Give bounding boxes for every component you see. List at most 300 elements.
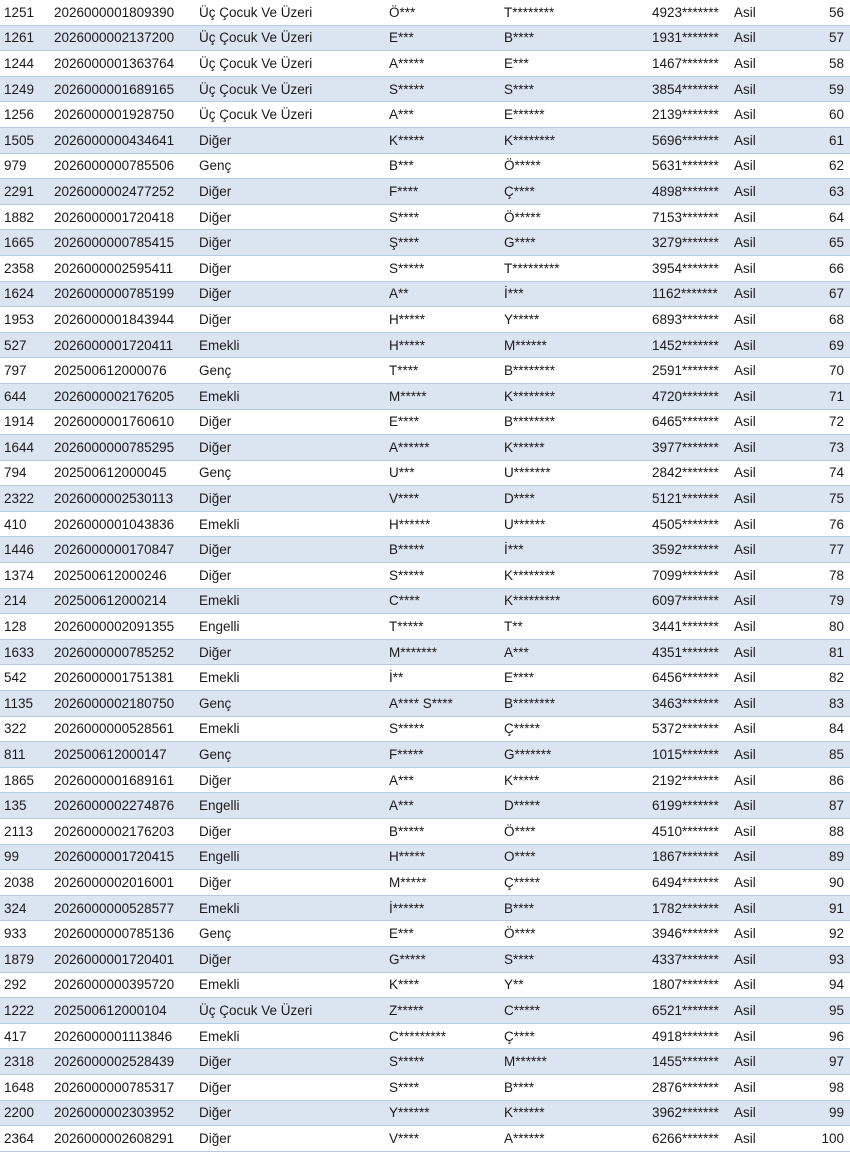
rank-cell: 72 — [790, 409, 850, 435]
status-cell: Asil — [730, 409, 790, 435]
application-number-cell: 2026000000785317 — [50, 1074, 195, 1100]
masked-id-number-cell: 3854******* — [648, 76, 730, 102]
masked-surname-cell: S**** — [500, 946, 648, 972]
status-cell: Asil — [730, 76, 790, 102]
masked-id-number-cell: 6893******* — [648, 307, 730, 333]
masked-id-number-cell: 4505******* — [648, 511, 730, 537]
masked-name-cell: Z***** — [385, 998, 500, 1024]
table-row — [0, 870, 850, 896]
applicant-id-cell: 1882 — [0, 204, 50, 230]
category-cell: Diğer — [195, 307, 385, 333]
rank-cell: 90 — [790, 870, 850, 896]
masked-name-cell: A**** S**** — [385, 691, 500, 717]
application-number-cell: 2026000000528577 — [50, 895, 195, 921]
masked-id-number-cell: 5372******* — [648, 716, 730, 742]
application-number-cell: 202500612000214 — [50, 588, 195, 614]
masked-surname-cell: A*** — [500, 639, 648, 665]
category-cell: Diğer — [195, 486, 385, 512]
rank-cell: 88 — [790, 819, 850, 845]
application-number-cell: 2026000002274876 — [50, 793, 195, 819]
application-number-cell: 202500612000045 — [50, 460, 195, 486]
masked-name-cell: V**** — [385, 1126, 500, 1152]
masked-id-number-cell: 2591******* — [648, 358, 730, 384]
category-cell: Diğer — [195, 767, 385, 793]
masked-id-number-cell: 4337******* — [648, 946, 730, 972]
applicant-id-cell: 1222 — [0, 998, 50, 1024]
table-row — [0, 742, 850, 768]
category-cell: Emekli — [195, 383, 385, 409]
status-cell: Asil — [730, 1049, 790, 1075]
masked-name-cell: H***** — [385, 307, 500, 333]
application-number-cell: 2026000002303952 — [50, 1100, 195, 1126]
masked-name-cell: S***** — [385, 563, 500, 589]
masked-id-number-cell: 4918******* — [648, 1023, 730, 1049]
category-cell: Üç Çocuk Ve Üzeri — [195, 102, 385, 128]
rank-cell: 59 — [790, 76, 850, 102]
masked-surname-cell: U******* — [500, 460, 648, 486]
applicant-id-cell: 2322 — [0, 486, 50, 512]
application-number-cell: 2026000002016001 — [50, 870, 195, 896]
status-cell: Asil — [730, 1126, 790, 1152]
applicant-id-cell: 1505 — [0, 127, 50, 153]
masked-surname-cell: Ç***** — [500, 716, 648, 742]
table-row — [0, 1100, 850, 1126]
masked-surname-cell: D**** — [500, 486, 648, 512]
table-row — [0, 1074, 850, 1100]
category-cell: Genç — [195, 358, 385, 384]
masked-id-number-cell: 6266******* — [648, 1126, 730, 1152]
applicant-id-cell: 1624 — [0, 281, 50, 307]
masked-id-number-cell: 1467******* — [648, 51, 730, 77]
rank-cell: 85 — [790, 742, 850, 768]
table-row — [0, 614, 850, 640]
category-cell: Engelli — [195, 844, 385, 870]
table-row — [0, 460, 850, 486]
masked-name-cell: K**** — [385, 972, 500, 998]
rank-cell: 93 — [790, 946, 850, 972]
rank-cell: 92 — [790, 921, 850, 947]
masked-id-number-cell: 6456******* — [648, 665, 730, 691]
application-number-cell: 2026000002180750 — [50, 691, 195, 717]
rank-cell: 100 — [790, 1126, 850, 1152]
applicant-id-cell: 933 — [0, 921, 50, 947]
rank-cell: 99 — [790, 1100, 850, 1126]
status-cell: Asil — [730, 767, 790, 793]
rank-cell: 98 — [790, 1074, 850, 1100]
masked-id-number-cell: 5121******* — [648, 486, 730, 512]
masked-surname-cell: E**** — [500, 665, 648, 691]
applicant-id-cell: 1665 — [0, 230, 50, 256]
applicant-id-cell: 324 — [0, 895, 50, 921]
applicant-id-cell: 1261 — [0, 25, 50, 51]
masked-name-cell: C********* — [385, 1023, 500, 1049]
masked-id-number-cell: 4923******* — [648, 0, 730, 25]
masked-name-cell: G***** — [385, 946, 500, 972]
category-cell: Emekli — [195, 511, 385, 537]
masked-name-cell: S***** — [385, 716, 500, 742]
category-cell: Diğer — [195, 819, 385, 845]
table-row — [0, 998, 850, 1024]
masked-name-cell: K***** — [385, 127, 500, 153]
applicant-id-cell: 797 — [0, 358, 50, 384]
masked-surname-cell: D***** — [500, 793, 648, 819]
status-cell: Asil — [730, 307, 790, 333]
masked-id-number-cell: 1455******* — [648, 1049, 730, 1075]
applicant-id-cell: 214 — [0, 588, 50, 614]
application-number-cell: 2026000000785136 — [50, 921, 195, 947]
masked-id-number-cell: 2842******* — [648, 460, 730, 486]
applicant-id-cell: 1633 — [0, 639, 50, 665]
masked-surname-cell: K***** — [500, 767, 648, 793]
rank-cell: 71 — [790, 383, 850, 409]
masked-id-number-cell: 1162******* — [648, 281, 730, 307]
table-row — [0, 921, 850, 947]
category-cell: Diğer — [195, 1049, 385, 1075]
application-number-cell: 2026000002608291 — [50, 1126, 195, 1152]
status-cell: Asil — [730, 102, 790, 128]
rank-cell: 65 — [790, 230, 850, 256]
applicant-id-cell: 322 — [0, 716, 50, 742]
rank-cell: 64 — [790, 204, 850, 230]
applicant-id-cell: 527 — [0, 332, 50, 358]
applicant-id-cell: 99 — [0, 844, 50, 870]
table-row — [0, 383, 850, 409]
application-number-cell: 2026000000170847 — [50, 537, 195, 563]
application-number-cell: 2026000002530113 — [50, 486, 195, 512]
masked-id-number-cell: 3954******* — [648, 255, 730, 281]
masked-surname-cell: O**** — [500, 844, 648, 870]
applicant-id-cell: 811 — [0, 742, 50, 768]
masked-surname-cell: C***** — [500, 998, 648, 1024]
application-number-cell: 202500612000246 — [50, 563, 195, 589]
application-number-cell: 2026000000395720 — [50, 972, 195, 998]
category-cell: Emekli — [195, 716, 385, 742]
rank-cell: 77 — [790, 537, 850, 563]
table-row — [0, 102, 850, 128]
masked-name-cell: S**** — [385, 204, 500, 230]
category-cell: Üç Çocuk Ve Üzeri — [195, 51, 385, 77]
status-cell: Asil — [730, 691, 790, 717]
rank-cell: 66 — [790, 255, 850, 281]
rank-cell: 78 — [790, 563, 850, 589]
table-row — [0, 639, 850, 665]
status-cell: Asil — [730, 383, 790, 409]
masked-id-number-cell: 6199******* — [648, 793, 730, 819]
masked-name-cell: E*** — [385, 25, 500, 51]
table-row — [0, 793, 850, 819]
application-number-cell: 2026000000785415 — [50, 230, 195, 256]
category-cell: Genç — [195, 460, 385, 486]
masked-id-number-cell: 6521******* — [648, 998, 730, 1024]
application-number-cell: 202500612000076 — [50, 358, 195, 384]
masked-surname-cell: T** — [500, 614, 648, 640]
masked-id-number-cell: 5696******* — [648, 127, 730, 153]
masked-id-number-cell: 4351******* — [648, 639, 730, 665]
application-number-cell: 2026000002528439 — [50, 1049, 195, 1075]
status-cell: Asil — [730, 639, 790, 665]
table-row — [0, 511, 850, 537]
rank-cell: 60 — [790, 102, 850, 128]
category-cell: Diğer — [195, 563, 385, 589]
masked-id-number-cell: 3279******* — [648, 230, 730, 256]
status-cell: Asil — [730, 844, 790, 870]
table-row — [0, 844, 850, 870]
masked-id-number-cell: 6097******* — [648, 588, 730, 614]
table-row — [0, 255, 850, 281]
application-number-cell: 2026000002176203 — [50, 819, 195, 845]
rank-cell: 89 — [790, 844, 850, 870]
masked-id-number-cell: 6494******* — [648, 870, 730, 896]
application-number-cell: 2026000001689165 — [50, 76, 195, 102]
rank-cell: 57 — [790, 25, 850, 51]
application-number-cell: 2026000001113846 — [50, 1023, 195, 1049]
table-row — [0, 435, 850, 461]
rank-cell: 80 — [790, 614, 850, 640]
application-number-cell: 2026000001928750 — [50, 102, 195, 128]
category-cell: Emekli — [195, 1023, 385, 1049]
category-cell: Emekli — [195, 895, 385, 921]
masked-name-cell: Ş**** — [385, 230, 500, 256]
status-cell: Asil — [730, 25, 790, 51]
masked-id-number-cell: 4510******* — [648, 819, 730, 845]
applicant-id-cell: 2113 — [0, 819, 50, 845]
applicant-id-cell: 1249 — [0, 76, 50, 102]
applicant-id-cell: 2364 — [0, 1126, 50, 1152]
applicant-id-cell: 2038 — [0, 870, 50, 896]
category-cell: Diğer — [195, 179, 385, 205]
masked-name-cell: A****** — [385, 435, 500, 461]
table-row — [0, 946, 850, 972]
application-number-cell: 2026000001720411 — [50, 332, 195, 358]
status-cell: Asil — [730, 179, 790, 205]
category-cell: Emekli — [195, 665, 385, 691]
masked-surname-cell: G**** — [500, 230, 648, 256]
masked-surname-cell: İ*** — [500, 537, 648, 563]
masked-surname-cell: T******** — [500, 0, 648, 25]
status-cell: Asil — [730, 870, 790, 896]
application-number-cell: 2026000000785295 — [50, 435, 195, 461]
applicant-id-cell: 410 — [0, 511, 50, 537]
masked-name-cell: İ** — [385, 665, 500, 691]
masked-id-number-cell: 1782******* — [648, 895, 730, 921]
masked-surname-cell: İ*** — [500, 281, 648, 307]
masked-surname-cell: M****** — [500, 1049, 648, 1075]
masked-id-number-cell: 2139******* — [648, 102, 730, 128]
masked-surname-cell: Ö***** — [500, 153, 648, 179]
masked-id-number-cell: 1807******* — [648, 972, 730, 998]
application-number-cell: 2026000000785506 — [50, 153, 195, 179]
category-cell: Emekli — [195, 588, 385, 614]
application-number-cell: 2026000001809390 — [50, 0, 195, 25]
category-cell: Genç — [195, 742, 385, 768]
table-row — [0, 665, 850, 691]
masked-name-cell: F**** — [385, 179, 500, 205]
masked-name-cell: H***** — [385, 332, 500, 358]
masked-id-number-cell: 6465******* — [648, 409, 730, 435]
masked-id-number-cell: 4898******* — [648, 179, 730, 205]
masked-name-cell: Ö*** — [385, 0, 500, 25]
category-cell: Diğer — [195, 1074, 385, 1100]
applicant-id-cell: 1865 — [0, 767, 50, 793]
category-cell: Engelli — [195, 614, 385, 640]
masked-surname-cell: M****** — [500, 332, 648, 358]
masked-name-cell: E**** — [385, 409, 500, 435]
masked-name-cell: B*** — [385, 153, 500, 179]
rank-cell: 69 — [790, 332, 850, 358]
category-cell: Diğer — [195, 435, 385, 461]
table-row — [0, 25, 850, 51]
applicant-id-cell: 1644 — [0, 435, 50, 461]
table-row — [0, 1126, 850, 1152]
applicant-id-cell: 292 — [0, 972, 50, 998]
rank-cell: 94 — [790, 972, 850, 998]
masked-id-number-cell: 4720******* — [648, 383, 730, 409]
masked-id-number-cell: 3441******* — [648, 614, 730, 640]
table-row — [0, 588, 850, 614]
status-cell: Asil — [730, 998, 790, 1024]
masked-name-cell: S**** — [385, 1074, 500, 1100]
category-cell: Diğer — [195, 204, 385, 230]
masked-name-cell: M***** — [385, 383, 500, 409]
status-cell: Asil — [730, 819, 790, 845]
category-cell: Diğer — [195, 1100, 385, 1126]
applicant-id-cell: 128 — [0, 614, 50, 640]
table-row — [0, 307, 850, 333]
masked-name-cell: İ****** — [385, 895, 500, 921]
category-cell: Diğer — [195, 537, 385, 563]
application-number-cell: 2026000001720418 — [50, 204, 195, 230]
table-row — [0, 691, 850, 717]
rank-cell: 81 — [790, 639, 850, 665]
rank-cell: 97 — [790, 1049, 850, 1075]
status-cell: Asil — [730, 946, 790, 972]
application-number-cell: 2026000002477252 — [50, 179, 195, 205]
rank-cell: 74 — [790, 460, 850, 486]
category-cell: Genç — [195, 921, 385, 947]
applicant-id-cell: 644 — [0, 383, 50, 409]
masked-id-number-cell: 5631******* — [648, 153, 730, 179]
status-cell: Asil — [730, 563, 790, 589]
status-cell: Asil — [730, 716, 790, 742]
masked-surname-cell: Y** — [500, 972, 648, 998]
masked-surname-cell: B******** — [500, 691, 648, 717]
table-row — [0, 204, 850, 230]
rank-cell: 75 — [790, 486, 850, 512]
status-cell: Asil — [730, 204, 790, 230]
status-cell: Asil — [730, 1100, 790, 1126]
application-number-cell: 2026000002176205 — [50, 383, 195, 409]
masked-name-cell: H****** — [385, 511, 500, 537]
application-number-cell: 2026000000785252 — [50, 639, 195, 665]
status-cell: Asil — [730, 511, 790, 537]
masked-name-cell: M******* — [385, 639, 500, 665]
masked-surname-cell: Ç**** — [500, 1023, 648, 1049]
rank-cell: 83 — [790, 691, 850, 717]
rank-cell: 62 — [790, 153, 850, 179]
masked-surname-cell: K******** — [500, 127, 648, 153]
status-cell: Asil — [730, 793, 790, 819]
category-cell: Üç Çocuk Ve Üzeri — [195, 25, 385, 51]
masked-surname-cell: Ö***** — [500, 204, 648, 230]
table-row — [0, 332, 850, 358]
masked-name-cell: V**** — [385, 486, 500, 512]
table-row — [0, 819, 850, 845]
application-number-cell: 2026000001720401 — [50, 946, 195, 972]
category-cell: Emekli — [195, 332, 385, 358]
category-cell: Üç Çocuk Ve Üzeri — [195, 998, 385, 1024]
masked-id-number-cell: 1867******* — [648, 844, 730, 870]
applicant-id-cell: 1374 — [0, 563, 50, 589]
table-row — [0, 127, 850, 153]
masked-surname-cell: K****** — [500, 1100, 648, 1126]
masked-surname-cell: Ç***** — [500, 870, 648, 896]
category-cell: Genç — [195, 153, 385, 179]
rank-cell: 84 — [790, 716, 850, 742]
category-cell: Diğer — [195, 639, 385, 665]
masked-surname-cell: K********* — [500, 588, 648, 614]
applicant-id-cell: 1256 — [0, 102, 50, 128]
masked-name-cell: H***** — [385, 844, 500, 870]
status-cell: Asil — [730, 435, 790, 461]
rank-cell: 95 — [790, 998, 850, 1024]
status-cell: Asil — [730, 486, 790, 512]
applicant-id-cell: 542 — [0, 665, 50, 691]
status-cell: Asil — [730, 332, 790, 358]
masked-id-number-cell: 3946******* — [648, 921, 730, 947]
rank-cell: 91 — [790, 895, 850, 921]
status-cell: Asil — [730, 281, 790, 307]
masked-surname-cell: G******* — [500, 742, 648, 768]
table-row — [0, 0, 850, 25]
applicant-id-cell: 1648 — [0, 1074, 50, 1100]
masked-id-number-cell: 1015******* — [648, 742, 730, 768]
masked-surname-cell: T********* — [500, 255, 648, 281]
application-number-cell: 2026000000785199 — [50, 281, 195, 307]
rank-cell: 86 — [790, 767, 850, 793]
masked-name-cell: C**** — [385, 588, 500, 614]
rank-cell: 56 — [790, 0, 850, 25]
masked-surname-cell: B**** — [500, 895, 648, 921]
table-row — [0, 895, 850, 921]
masked-surname-cell: B******** — [500, 358, 648, 384]
table-row — [0, 1049, 850, 1075]
application-number-cell: 202500612000104 — [50, 998, 195, 1024]
masked-surname-cell: K******** — [500, 383, 648, 409]
rank-cell: 79 — [790, 588, 850, 614]
masked-name-cell: Y****** — [385, 1100, 500, 1126]
application-number-cell: 2026000002091355 — [50, 614, 195, 640]
table-row — [0, 51, 850, 77]
masked-surname-cell: U****** — [500, 511, 648, 537]
status-cell: Asil — [730, 0, 790, 25]
category-cell: Diğer — [195, 870, 385, 896]
category-cell: Diğer — [195, 409, 385, 435]
masked-name-cell: S***** — [385, 1049, 500, 1075]
masked-name-cell: A***** — [385, 51, 500, 77]
masked-id-number-cell: 7153******* — [648, 204, 730, 230]
rank-cell: 76 — [790, 511, 850, 537]
masked-name-cell: E*** — [385, 921, 500, 947]
status-cell: Asil — [730, 742, 790, 768]
masked-name-cell: U*** — [385, 460, 500, 486]
masked-name-cell: F***** — [385, 742, 500, 768]
masked-surname-cell: B**** — [500, 25, 648, 51]
masked-surname-cell: A****** — [500, 1126, 648, 1152]
applicant-id-cell: 979 — [0, 153, 50, 179]
application-number-cell: 2026000001720415 — [50, 844, 195, 870]
masked-surname-cell: Y***** — [500, 307, 648, 333]
masked-id-number-cell: 2876******* — [648, 1074, 730, 1100]
